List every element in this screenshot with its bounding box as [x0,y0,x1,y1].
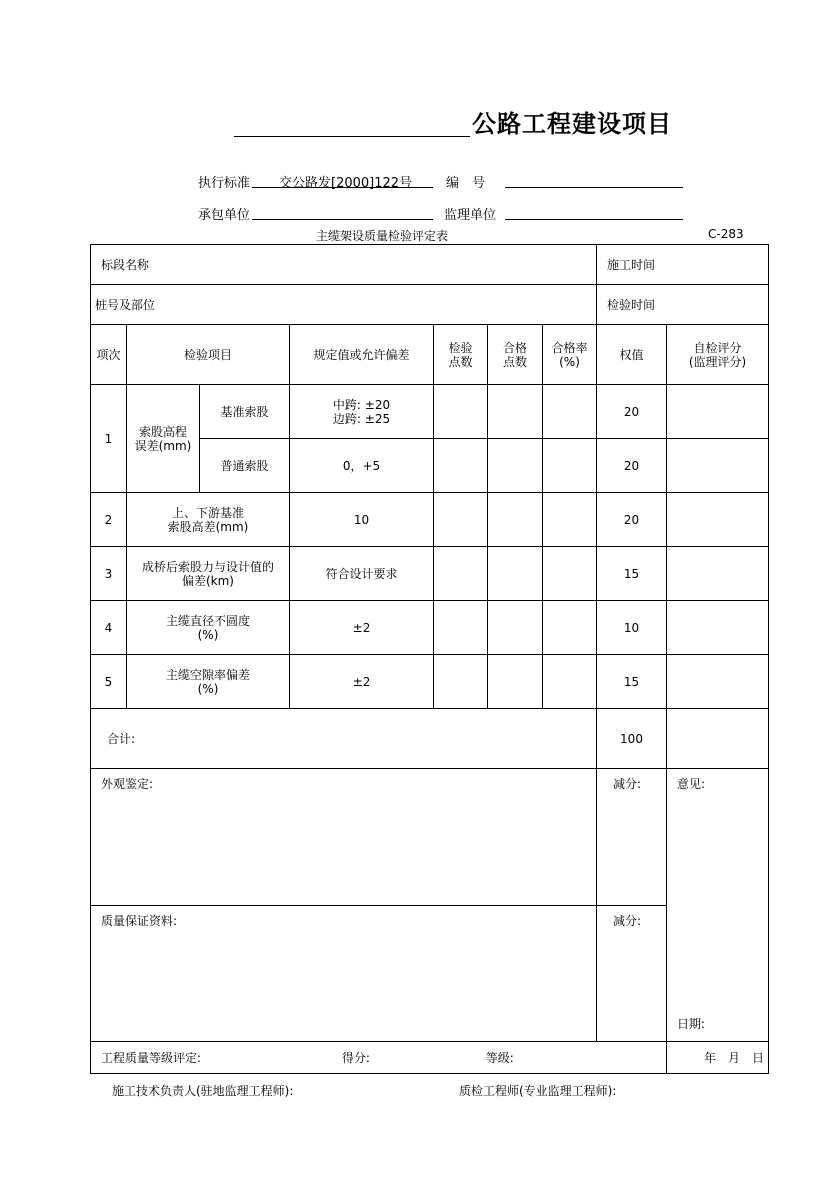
row1a-pass-rate[interactable] [543,385,597,439]
contractor-field[interactable] [252,219,433,220]
total-label-cell [91,709,597,769]
row1a-spec-l2: 边跨: ±25 [332,411,391,426]
row1b-check-points[interactable] [434,439,488,493]
row5-item-l1: 主缆空隙率偏差 [165,667,250,682]
date-ymd-cell[interactable] [667,1042,769,1074]
quality-deduct-cell[interactable] [597,906,667,1042]
col-spec: 规定值或允许偏差 [290,325,434,385]
station-label: 桩号及部位 [95,297,156,312]
appearance-deduct-label: 减分: [613,777,642,791]
table-row [91,601,769,655]
row5-pass-points[interactable] [488,655,543,709]
col-weight: 权值 [597,325,667,385]
row2-check-points[interactable] [434,493,488,547]
inspector-signature[interactable]: 质检工程师(专业监理工程师): [459,1084,617,1098]
row1b-pass-points[interactable] [488,439,543,493]
row2-item-l1: 上、下游基准 [171,505,244,520]
row1-no: 1 [91,385,127,493]
table-row [91,655,769,709]
inspection-time-cell[interactable] [597,285,769,325]
section-name-cell[interactable] [91,245,597,285]
row5-check-points[interactable] [434,655,488,709]
supervisor-label: 监理单位 [444,208,497,223]
section-name-label: 标段名称 [101,257,150,272]
row1a-weight: 20 [597,385,667,439]
number-field[interactable] [505,187,683,188]
tech-lead-signature[interactable]: 施工技术负责人(驻地监理工程师): [112,1084,294,1098]
row3-spec: 符合设计要求 [290,547,434,601]
quality-docs-cell[interactable] [91,906,597,1042]
row3-item-l2: 偏差(km) [181,573,234,588]
inspection-time-label: 检验时间 [607,297,656,312]
appearance-label: 外观鉴定: [101,777,154,791]
row3-item [127,547,290,601]
date-label: 日期: [677,1017,706,1031]
row4-check-points[interactable] [434,601,488,655]
col-pass-rate-l1: 合格率 [551,340,588,355]
construction-time-cell[interactable] [597,245,769,285]
row1b-score[interactable] [667,439,769,493]
quality-deduct-label: 减分: [613,914,642,928]
project-name-blank[interactable] [234,136,470,137]
col-check-points-l2: 点数 [448,354,473,369]
grade-row [91,1042,769,1074]
form-code: C-283 [708,227,744,241]
row1-item-l2: 误差(mm) [134,438,192,453]
row3-check-points[interactable] [434,547,488,601]
row1-item-l1: 索股高程 [138,424,187,439]
row1b-pass-rate[interactable] [543,439,597,493]
row1-item [127,385,200,493]
total-row [91,709,769,769]
row4-score[interactable] [667,601,769,655]
row2-weight: 20 [597,493,667,547]
row5-weight: 15 [597,655,667,709]
row3-score[interactable] [667,547,769,601]
row3-pass-points[interactable] [488,547,543,601]
column-header-row [91,325,769,385]
row2-no: 2 [91,493,127,547]
row4-spec: ±2 [290,601,434,655]
row2-item-l2: 索股高差(mm) [167,519,249,534]
page-title: 公路工程建设项目 [472,110,672,138]
row1b-weight: 20 [597,439,667,493]
grade-label: 等级: [485,1050,514,1065]
opinion-cell[interactable] [667,769,769,1042]
construction-time-label: 施工时间 [607,257,656,272]
row2-score[interactable] [667,493,769,547]
total-value: 100 [597,709,667,769]
row4-item [127,601,290,655]
appearance-deduct-cell[interactable] [597,769,667,906]
row1a-score[interactable] [667,385,769,439]
col-self-score-l1: 自检评分 [693,340,742,355]
col-self-score [667,325,769,385]
row1a-sub: 基准索股 [200,385,290,439]
row1a-spec-l1: 中跨: ±20 [332,397,391,412]
row4-no: 4 [91,601,127,655]
evaluation-table [90,244,769,1074]
appearance-row [91,769,769,906]
section-row [91,245,769,285]
station-cell[interactable] [91,285,597,325]
row1b-spec: 0，+5 [290,439,434,493]
row5-pass-rate[interactable] [543,655,597,709]
station-row [91,285,769,325]
row4-pass-rate[interactable] [543,601,597,655]
row4-item-l2: (%) [197,627,219,642]
row3-no: 3 [91,547,127,601]
row5-spec: ±2 [290,655,434,709]
table-row [91,385,769,439]
col-check-points [434,325,488,385]
row5-score[interactable] [667,655,769,709]
col-self-score-l2: (监理评分) [688,354,747,369]
form-name: 主缆架设质量检验评定表 [316,229,449,243]
row1a-pass-points[interactable] [488,385,543,439]
row1a-check-points[interactable] [434,385,488,439]
standard-label: 执行标准 [198,176,251,191]
score-label: 得分: [341,1050,370,1065]
total-score[interactable] [667,709,769,769]
table-row [91,493,769,547]
number-label: 编 号 [446,176,486,191]
grade-eval-label: 工程质量等级评定: [101,1050,202,1065]
row2-pass-rate[interactable] [543,493,597,547]
col-pass-points [488,325,543,385]
appearance-cell[interactable] [91,769,597,906]
row2-item [127,493,290,547]
row1a-spec [290,385,434,439]
table-row [91,547,769,601]
supervisor-field[interactable] [505,219,683,220]
col-inspection-item: 检验项目 [127,325,290,385]
row4-pass-points[interactable] [488,601,543,655]
quality-docs-label: 质量保证资料: [101,914,178,928]
row2-spec: 10 [290,493,434,547]
col-item-no: 项次 [91,325,127,385]
contractor-label: 承包单位 [198,208,251,223]
row5-item [127,655,290,709]
row5-item-l2: (%) [197,681,219,696]
grade-eval-cell[interactable] [91,1042,667,1074]
col-check-points-l1: 检验 [448,340,473,355]
opinion-label: 意见: [677,777,706,791]
col-pass-points-l1: 合格 [502,340,527,355]
row3-weight: 15 [597,547,667,601]
row3-item-l1: 成桥后索股力与设计值的 [141,559,274,574]
row3-pass-rate[interactable] [543,547,597,601]
row1b-sub: 普通索股 [200,439,290,493]
col-pass-rate [543,325,597,385]
col-pass-rate-l2: (%) [559,354,580,369]
total-label: 合计: [107,731,136,746]
row2-pass-points[interactable] [488,493,543,547]
standard-value: 交公路发[2000]122号 [279,176,413,191]
row4-item-l1: 主缆直径不圆度 [165,613,250,628]
col-pass-points-l2: 点数 [502,354,527,369]
row4-weight: 10 [597,601,667,655]
date-ymd: 年 月 日 [703,1050,764,1065]
row5-no: 5 [91,655,127,709]
